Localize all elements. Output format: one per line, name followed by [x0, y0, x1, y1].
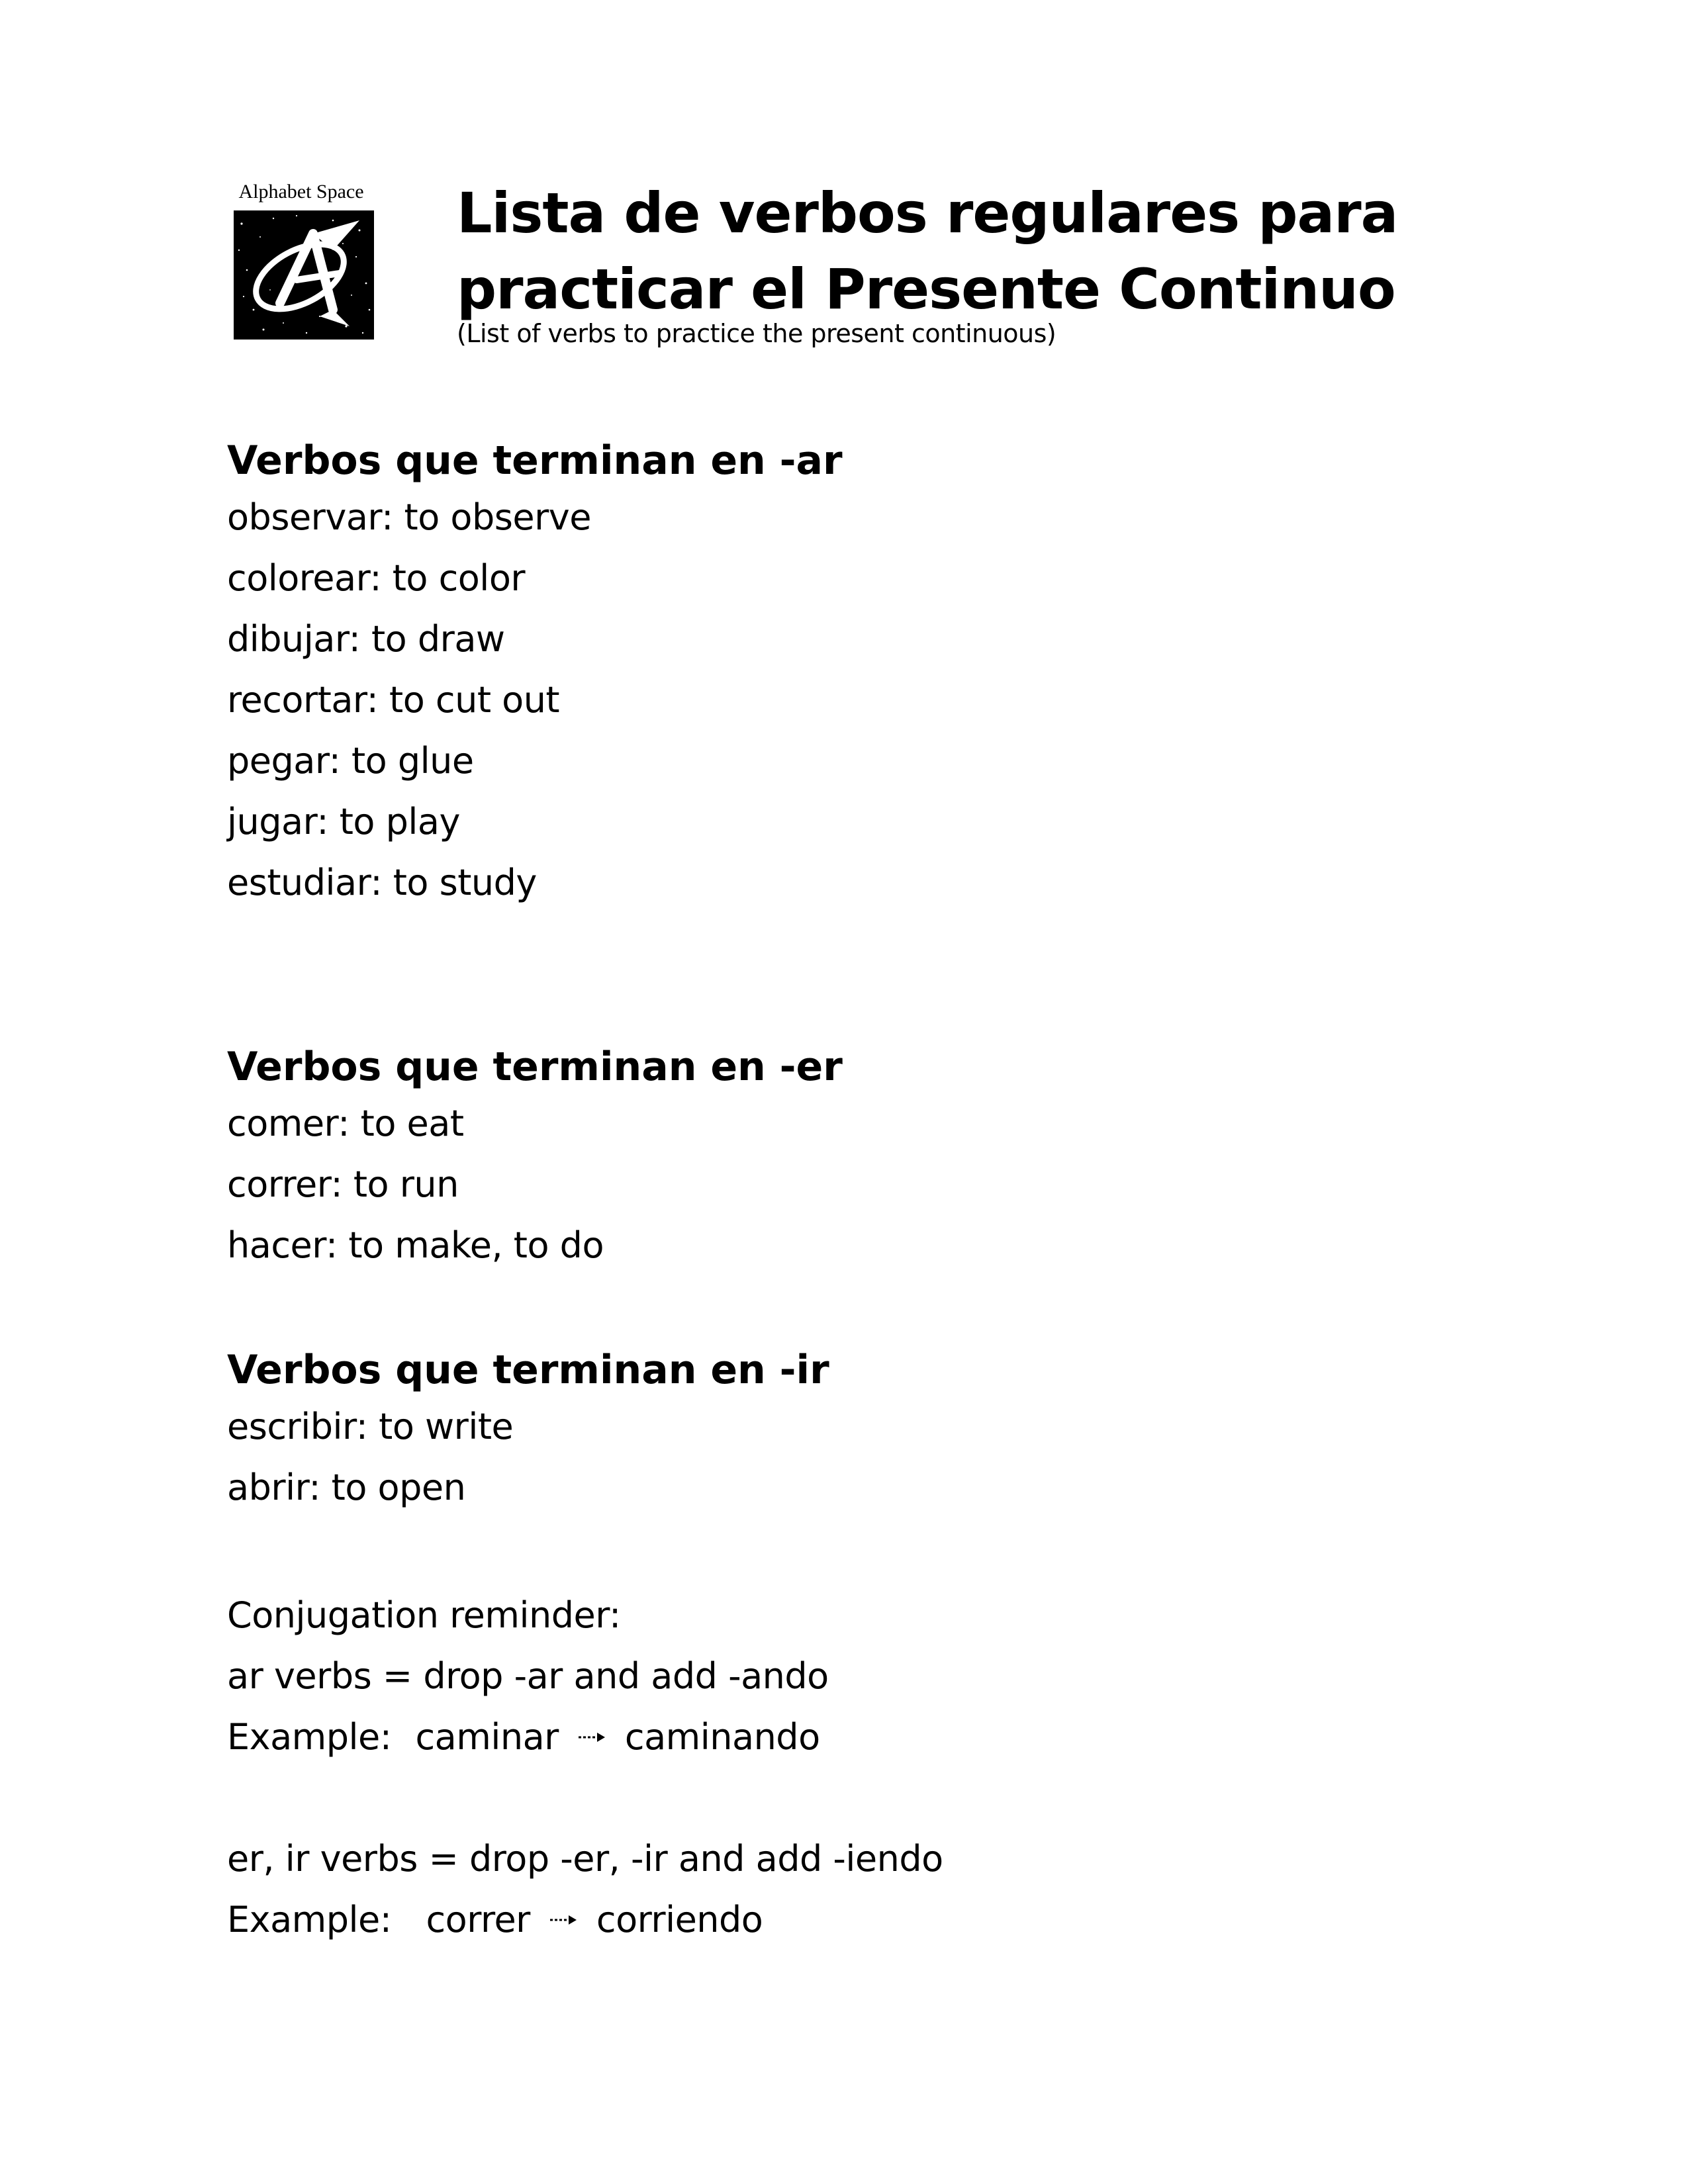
- logo-caption: Alphabet Space: [238, 181, 364, 203]
- spacer: [227, 1768, 943, 1829]
- verb-item: observar: to observe: [227, 496, 591, 538]
- verb-item: correr: to run: [227, 1163, 459, 1205]
- section-heading: Verbos que terminan en -ir: [227, 1347, 829, 1393]
- er-ir-rule: er, ir verbs = drop -er, -ir and add -iendo: [227, 1838, 943, 1880]
- title-line-2: practicar el Presente Continuo: [457, 257, 1395, 322]
- example-from: caminar: [415, 1716, 559, 1758]
- verb-item: pegar: to glue: [227, 740, 474, 782]
- verb-item: dibujar: to draw: [227, 618, 505, 660]
- er-ir-example: [227, 1889, 943, 1950]
- verb-item: hacer: to make, to do: [227, 1224, 604, 1266]
- conjugation-reminder: [227, 1585, 943, 1950]
- alphabet-space-logo-icon: [234, 210, 374, 340]
- verb-item: abrir: to open: [227, 1467, 466, 1508]
- example-from: correr: [426, 1899, 530, 1940]
- example-label: Example:: [227, 1716, 392, 1758]
- verb-item: comer: to eat: [227, 1103, 464, 1144]
- dashed-arrow-icon: [550, 1913, 577, 1927]
- section-heading: Verbos que terminan en -er: [227, 1044, 843, 1090]
- section-ir-verbs: [227, 1343, 829, 1518]
- verb-item: estudiar: to study: [227, 862, 537, 903]
- section-heading: Verbos que terminan en -ar: [227, 437, 843, 484]
- verb-item: colorear: to color: [227, 557, 526, 599]
- verb-item: recortar: to cut out: [227, 679, 560, 721]
- verb-item: escribir: to write: [227, 1406, 514, 1447]
- dashed-arrow-icon: [579, 1731, 605, 1744]
- page-title: [457, 175, 1397, 328]
- reminder-heading: Conjugation reminder:: [227, 1594, 621, 1636]
- example-to: corriendo: [596, 1899, 763, 1940]
- verb-item: jugar: to play: [227, 801, 460, 842]
- section-ar-verbs: [227, 434, 843, 913]
- example-label: Example:: [227, 1899, 392, 1940]
- title-line-1: Lista de verbos regulares para: [457, 181, 1398, 246]
- page-subtitle: (List of verbs to practice the present continuous): [457, 319, 1056, 348]
- example-to: caminando: [624, 1716, 820, 1758]
- ar-example: [227, 1707, 943, 1768]
- ar-rule: ar verbs = drop -ar and add -ando: [227, 1655, 829, 1697]
- logo: [228, 181, 374, 340]
- section-er-verbs: [227, 1040, 843, 1276]
